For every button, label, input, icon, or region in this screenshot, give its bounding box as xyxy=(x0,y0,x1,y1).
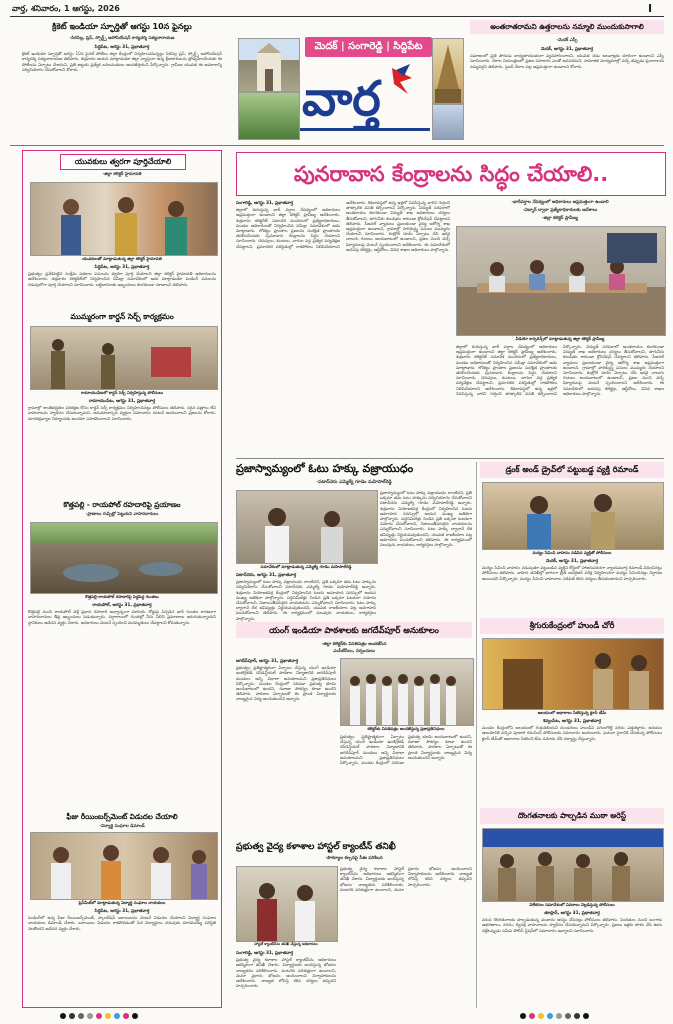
sp-headline: అంతరాతరామని ఉత్తరాలను నమ్మాలి ముందుకుసాగాలి xyxy=(490,22,644,31)
vote-photo xyxy=(236,490,378,564)
masthead-photo-tower xyxy=(432,104,464,140)
lead-sub2: -వెబ్నార్ ద్వారా ప్రత్యేకాధికారులకు ఆదేశాలు xyxy=(522,208,598,213)
fees-headline: ఫీజు రీయింబర్స్‌మెంట్ విడుదల చేయాలి xyxy=(66,812,178,821)
jagadevpur-sub1: -జిల్లా కలెక్టర్‌కు వినతిపత్రం అందజేసిన xyxy=(321,642,387,647)
hospital-headline: ప్రభుత్వ వైద్య కళాశాల హాస్టల్ క్యాంటీన్ తనిఖీ xyxy=(236,842,396,852)
temple-headline: శ్రీగురుకేంద్రంలో హుండీ చోరీ xyxy=(480,618,664,634)
meeting-room-icon xyxy=(457,227,665,335)
fees-photo-caption: ప్రెస్‌మీట్‌లో మాట్లాడుతున్న విద్యార్థి సంఘాల నాయకులు xyxy=(78,900,166,905)
jagadevpur-photo xyxy=(340,658,474,726)
youth-photo-caption: యువకులతో మాట్లాడుతున్న జిల్లా కలెక్టర్ హైమావతి xyxy=(82,256,162,261)
temple-body xyxy=(482,718,662,804)
vote-photo-caption: సమావేశంలో మాట్లాడుతున్న ఎమ్మెల్యే గూడెం మహిపాల్‌రెడ్డి xyxy=(260,564,352,569)
lead-photo xyxy=(456,226,666,336)
sp-sub: -మెదక్ ఎస్పీ xyxy=(556,38,578,43)
road-text: కొత్తపల్లి నుంచి రాయపోల్ వెళ్లే ప్రధాన రహదారి అధ్వాన్నంగా మారింది. రోడ్డుపై ఏర్పడిన భారీ గుంతల కారణంగా వాహనదారులు తీవ్ర ఇబ్బందులు పడుతున్నారు. వర్షాకాలంలో గుంతల్లో నీరు నిలిచి ప్రమాదాలు జరుగుతున్నాయని స్థానికులు ఆవేదన వ్యక్తం చేశారు. అధికారులు వెంటనే స్పందించి మరమ్మతులు చేపట్టాలని కోరుతున్నారు. xyxy=(28,609,216,625)
lead-sub1: -భారీవర్షాల నేపథ్యంలో అధికారులు అప్రమత్తంగా ఉండాలి xyxy=(511,200,609,205)
drunk-photo-caption: మద్యం సేవించి వాహనం నడిపిన వ్యక్తితో పోలీసులు xyxy=(532,550,612,555)
edition-label: మెదక్ | సంగారెడ్డి | సిద్దిపేట xyxy=(314,41,423,52)
temple-icon xyxy=(433,39,463,103)
hospital-body xyxy=(236,950,336,1008)
hospital-photo xyxy=(236,866,338,942)
hospital-body-right xyxy=(340,866,472,1008)
drunk-headline: డ్రంక్ అండ్ డ్రైవ్‌లో పట్టుబడ్డ వ్యక్తి రిమాండ్ xyxy=(480,462,664,478)
cordon-photo xyxy=(30,326,218,390)
cordon-photo-caption: రామాయంపేటలో కార్డన్ సెర్చ్ నిర్వహిస్తున్న పోలీసులు xyxy=(81,390,163,395)
youth-sub: -జిల్లా కలెక్టర్ హైమావతి xyxy=(102,172,142,177)
road-dateline: రాయపోల్, ఆగస్టు 31, ప్రభాతవార్త xyxy=(92,603,152,608)
temple-text: మండల కేంద్రంలోని ఆలయంలో గుర్తుతెలియని దుండగులు హుండీని పగులగొట్టి నగదు ఎత్తుకెళ్లారు. ఉదయం ఆలయానికి వచ్చిన పూజారి గమనించి పోలీసులకు సమాచారం అందించారు. ఘటనా స్థలానికి చేరుకున్న పోలీసులు క్లూస్ టీమ్‌తో ఆధారాలు సేకరించి కేసు నమోదు చేసి దర్యాప్తు చేస్తున్నారు. xyxy=(482,725,662,741)
hospital-sub: -సౌకర్యాల కల్పనపై సీఈ పరిశీలన xyxy=(325,856,383,861)
pothole-icon xyxy=(31,523,217,593)
jagadevpur-body-right xyxy=(340,734,472,838)
cricket-body xyxy=(22,44,222,144)
road-headline: కొత్తపల్లి - రాయపోల్ రహదారిపై ప్రయాణం xyxy=(63,500,181,509)
police-press-icon xyxy=(483,829,663,901)
hospital-dateline: సంగారెడ్డి, ఆగస్టు 31, ప్రభాతవార్త xyxy=(236,951,294,956)
lead-text: జిల్లాలో కురుస్తున్న భారీ వర్షాల నేపథ్యంలో అధికారులు అప్రమత్తంగా ఉండాలని జిల్లా కలెక్టర్ ప్రావీణ్య ఆదేశించారు. శుక్రవారం కలెక్టరేట్ సమావేశ మందిరంలో ప్రత్యేకాధికారులు, మండల అధికారులతో నిర్వహించిన సమీక్షా సమావేశంలో ఆమె మాట్లాడారు. లోతట్టు ప్రాంతాల ప్రజలను సురక్షిత ప్రాంతాలకు తరలించేందుకు పునరావాస కేంద్రాలను సిద్ధం చేయాలని సూచించారు. చెరువులు, కుంటలు, వాగుల వద్ద ప్రత్యేక పర్యవేక్షణ చేపట్టాలని, ప్రమాదకర పరిస్థితుల్లో రాకపోకలు నిలిపివేయాలని ఆదేశించారు. శిథిలావస్థలో ఉన్న ఇళ్లలో నివసిస్తున్న వారిని గుర్తించి తాత్కాలిక వసతి కల్పించాలని పేర్కొన్నారు. విద్యుత్ సరఫరాలో అంతరాయం కలగకుండా విద్యుత్ శాఖ అధికారులు చర్యలు తీసుకోవాలని, తాగునీరు కలుషితం కాకుండా క్లోరినేషన్ చేపట్టాలని తెలిపారు. సీజనల్ వ్యాధులు ప్రబలకుండా వైద్య ఆరోగ్య శాఖ అప్రమత్తంగా ఉండాలని, గ్రామాల్లో పారిశుద్ధ్య పనులు ముమ్మరం చేయాలని సూచించారు. కంట్రోల్ రూమ్ ఏర్పాటు చేసి ఇరవై నాలుగు గంటలు అందుబాటులో ఉండాలని, ప్రజల నుంచి వచ్చే ఫిర్యాదులపై వెంటనే స్పందించాలని ఆదేశించారు. ఈ సమావేశంలో అదనపు కలెక్టర్లు, ఆర్డీవోలు, వివిధ శాఖల అధికారులు పాల్గొన్నారు. xyxy=(236,200,450,252)
fees-sub: -విద్యార్థి సంఘాల డిమాండ్ xyxy=(99,824,145,829)
cordon-text: గ్రామాల్లో శాంతిభద్రతల పరిరక్షణ కోసం కార్డన్ సెర్చ్ కార్యక్రమం నిర్వహించినట్లు పోలీసులు తెలిపారు. సరైన పత్రాలు లేని వాహనాలను స్వాధీనం చేసుకున్నామని, అనుమానాస్పద వ్యక్తుల సమాచారం వెంటనే అందించాలని ప్రజలను కోరారు. మాదకద్రవ్యాల నిర్మూలనకు అందరూ సహకరించాలని సూచించారు. xyxy=(28,405,216,421)
fees-dateline: సిద్దిపేట, ఆగస్టు 31, ప్రభాతవార్త xyxy=(94,909,150,914)
road-sub: -ప్రాణాలు గుప్పిట్లో పెట్టుకుని వాహనదారులు xyxy=(85,512,159,517)
cordon-dateline: రామాయంపేట, ఆగస్టు 31, ప్రభాతవార్త xyxy=(88,399,156,404)
logo-text: వార్త xyxy=(302,71,381,127)
cricket-dateline: సిద్దిపేట, ఆగస్టు 31, ప్రభాతవార్త xyxy=(94,45,150,50)
masthead-photo-temple xyxy=(432,38,464,104)
fees-text: పెండింగ్‌లో ఉన్న ఫీజు రీయింబర్స్‌మెంట్, స్కాలర్‌షిప్ బకాయిలను వెంటనే విడుదల చేయాలని విద్యార్థి సంఘాల నాయకులు డిమాండ్ చేశారు. బకాయిలు విడుదల కాకపోవడంతో పేద విద్యార్థులు చదువుకు దూరమయ్యే పరిస్థితి నెలకొందని ఆవేదన వ్యక్తం చేశారు. xyxy=(28,915,216,931)
vote-body-left xyxy=(236,572,376,621)
fees-body xyxy=(28,908,216,1004)
thieves-text: వరుస దొంగతనాలకు పాల్పడుతున్న ముఠాను అరెస్టు చేసినట్లు పోలీసులు తెలిపారు. నిందితుల నుంచి బంగారు ఆభరణాలు, నగదు, ద్విచక్ర వాహనాలను స్వాధీనం చేసుకున్నామని పేర్కొన్నారు. ప్రజలు ఇళ్లకు తాళం వేసి ఊరు వెళ్లేటప్పుడు సమీప పోలీస్ స్టేషన్‌లో సమాచారం ఇవ్వాలని సూచించారు. xyxy=(482,917,662,933)
youth-headline: యువకులు త్వరగా పూర్తిచేయాలి xyxy=(60,154,186,170)
sp-text: సమాజంలో ప్రతి పౌరుడు బాధ్యతాయుతంగా వ్యవహరించాలని, యువత చెడు అలవాట్లకు దూరంగా ఉండాలని ఎస్పీ సూచించారు. నేరాల నియంత్రణలో ప్రజల సహకారం ఎంతో అవసరమని, సామాజిక మాధ్యమాల్లో వచ్చే తప్పుడు ప్రచారాలను నమ్మవద్దని తెలిపారు. సైబర్ నేరాల పట్ల అప్రమత్తంగా ఉండాలని కోరారు. xyxy=(470,53,664,69)
masthead-photo-park xyxy=(238,92,300,140)
road-photo-caption: కొత్తపల్లి-రాయపోల్ రహదారిపై పెద్దపెద్ద గుంతలు xyxy=(85,594,159,599)
sp-body xyxy=(470,46,664,142)
page-number: I xyxy=(648,2,653,15)
inspection-icon xyxy=(237,867,337,941)
vote-body-right xyxy=(380,490,472,616)
road-photo xyxy=(30,522,218,594)
jagadevpur-photo-caption: కలెక్టర్‌కు వినతిపత్రం అందజేస్తున్న ప్రజాప్రతినిధులు xyxy=(367,726,445,731)
thieves-body xyxy=(482,910,662,1008)
people-group-icon xyxy=(31,183,217,255)
youth-body xyxy=(28,264,216,308)
idol-icon xyxy=(483,639,663,709)
drunk-photo xyxy=(482,482,664,550)
lead-body xyxy=(236,200,450,452)
officer-icon xyxy=(483,483,663,549)
drunk-text: మద్యం సేవించి వాహనం నడుపుతూ పట్టుబడిన వ్యక్తిని కోర్టులో హాజరుపరచగా న్యాయమూర్తి రిమాండ్ విధించినట్లు పోలీసులు తెలిపారు. వాహన తనిఖీల్లో భాగంగా బ్రీత్ అనలైజర్ పరీక్ష నిర్వహించగా మద్యం సేవించినట్లు నిర్ధారణ అయిందని పేర్కొన్నారు. మద్యం సేవించి వాహనాలు నడిపితే కఠిన చర్యలు తీసుకుంటామని హెచ్చరించారు. xyxy=(482,565,662,581)
temple-dateline: శివ్వంపేట, ఆగస్టు 31, ప్రభాతవార్త xyxy=(542,719,602,724)
masthead-photo-church xyxy=(238,38,300,92)
police-icon xyxy=(31,327,217,389)
hospital-photo-caption: హాస్టల్ క్యాంటీన్‌ను తనిఖీ చేస్తున్న అధికారులు xyxy=(254,942,318,946)
cricket-text: క్రికెట్ ఇండియా స్ఫూర్తితో ఆగస్టు 10న ఫైనల్ పోటీలు జిల్లా కేంద్రంలో నిర్వహించనున్నట్లు సిరిసిల్ల ప్రెస్, స్పోర్ట్స్ అసోసియేషన్ కార్యదర్శి సత్యనారాయణ తెలిపారు. శుక్రవారం ఆయన మాట్లాడుతూ జిల్లా వ్యాప్తంగా ఉన్న క్రీడాకారులను ప్రోత్సహించేందుకు ఈ పోటీలను ఏర్పాటు చేశామని, ప్రతి జట్టుకు ప్రత్యేక బహుమతులు అందజేస్తామని పేర్కొన్నారు. గ్రామీణ యువత ఈ అవకాశాన్ని సద్వినియోగం చేసుకోవాలని కోరారు. xyxy=(22,51,222,72)
jagadevpur-dateline: జగదేవ్‌పూర్, ఆగస్టు 31, ప్రభాతవార్త xyxy=(236,659,299,664)
lead-text-cont: జిల్లాలో కురుస్తున్న భారీ వర్షాల నేపథ్యంలో అధికారులు అప్రమత్తంగా ఉండాలని జిల్లా కలెక్టర్ ప్రావీణ్య ఆదేశించారు. శుక్రవారం కలెక్టరేట్ సమావేశ మందిరంలో ప్రత్యేకాధికారులు, మండల అధికారులతో నిర్వహించిన సమీక్షా సమావేశంలో ఆమె మాట్లాడారు. లోతట్టు ప్రాంతాల ప్రజలను సురక్షిత ప్రాంతాలకు తరలించేందుకు పునరావాస కేంద్రాలను సిద్ధం చేయాలని సూచించారు. చెరువులు, కుంటలు, వాగుల వద్ద ప్రత్యేక పర్యవేక్షణ చేపట్టాలని, ప్రమాదకర పరిస్థితుల్లో రాకపోకలు నిలిపివేయాలని ఆదేశించారు. శిథిలావస్థలో ఉన్న ఇళ్లలో నివసిస్తున్న వారిని గుర్తించి తాత్కాలిక వసతి కల్పించాలని పేర్కొన్నారు. విద్యుత్ సరఫరాలో అంతరాయం కలగకుండా విద్యుత్ శాఖ అధికారులు చర్యలు తీసుకోవాలని, తాగునీరు కలుషితం కాకుండా క్లోరినేషన్ చేపట్టాలని తెలిపారు. సీజనల్ వ్యాధులు ప్రబలకుండా వైద్య ఆరోగ్య శాఖ అప్రమత్తంగా ఉండాలని, గ్రామాల్లో పారిశుద్ధ్య పనులు ముమ్మరం చేయాలని సూచించారు. కంట్రోల్ రూమ్ ఏర్పాటు చేసి ఇరవై నాలుగు గంటలు అందుబాటులో ఉండాలని, ప్రజల నుంచి వచ్చే ఫిర్యాదులపై వెంటనే స్పందించాలని ఆదేశించారు. ఈ సమావేశంలో అదనపు కలెక్టర్లు, ఆర్డీవోలు, వివిధ శాఖల అధికారులు పాల్గొన్నారు. xyxy=(456,344,664,396)
thieves-photo xyxy=(482,828,664,902)
jagadevpur-text-right: ప్రభుత్వం ప్రతిష్టాత్మకంగా ఏర్పాటు చేస్తున్న యంగ్ ఇండియా ఇంటిగ్రేటెడ్ రెసిడెన్షియల్ పాఠశాల నిర్మాణానికి జగదేవ్‌పూర్ మండలం అన్ని విధాలా అనుకూలమని ప్రజాప్రతినిధులు పేర్కొన్నారు. మండల కేంద్రంలో సరిపడా ప్రభుత్వ భూమి అందుబాటులో ఉందని, రవాణా సౌకర్యం కూడా ఉందని తెలిపారు. పాఠశాల ఏర్పాటుతో ఈ ప్రాంత విద్యార్థులకు నాణ్యమైన విద్య అందుతుందని అన్నారు. xyxy=(340,734,472,766)
lead-photo-caption: వీడియో కాన్ఫరెన్స్‌లో మాట్లాడుతున్న జిల్లా కలెక్టర్ ప్రావీణ్య xyxy=(515,336,605,341)
sp-headline-box xyxy=(470,20,664,34)
vote-sub: -పటాన్‌చెరు ఎమ్మెల్యే గూడెం మహిపాల్‌రెడ్డి xyxy=(316,480,392,485)
cordon-headline: ముమ్మరంగా కార్డన్ సెర్చ్ కార్యక్రమం xyxy=(70,312,174,321)
drunk-dateline: మెదక్, ఆగస్టు 31, ప్రభాతవార్త xyxy=(545,559,599,564)
lead-headline: పునరావాస కేంద్రాలను సిద్ధం చేయాలి.. xyxy=(236,152,666,196)
vote-text-left: ప్రజాస్వామ్యంలో ఓటు హక్కు వజ్రాయుధం లాంటిదని, ప్రతి ఒక్కరూ తమ ఓటు హక్కును సద్వినియోగం చేసుకోవాలని పటాన్‌చెరు ఎమ్మెల్యే గూడెం మహిపాల్‌రెడ్డి అన్నారు. శుక్రవారం నియోజకవర్గ కేంద్రంలో నిర్వహించిన ఓటరు అవగాహన సదస్సులో ఆయన ముఖ్య అతిథిగా పాల్గొన్నారు. పద్దెనిమిదేళ్లు నిండిన ప్రతి ఒక్కరూ ఓటరుగా నమోదు చేసుకోవాలని, నిజాయితీపరులైన నాయకులను ఎన్నుకోవాలని సూచించారు. ఓటు హక్కు ద్వారానే దేశ భవిష్యత్తు నిర్ణయమవుతుందని, యువత రాజకీయాల పట్ల అవగాహన పెంచుకోవాలని తెలిపారు. ఈ కార్యక్రమంలో పలువురు నాయకులు, కార్యకర్తలు పాల్గొన్నారు. xyxy=(236,579,376,621)
jagadevpur-body-left xyxy=(236,658,336,838)
hospital-text-right: ప్రభుత్వ వైద్య కళాశాల హాస్టల్ క్యాంటీన్‌ను అధికారులు ఆకస్మికంగా తనిఖీ చేశారు. విద్యార్థులకు అందిస్తున్న భోజనం నాణ్యతను పరిశీలించారు. వంటగది పరిశుభ్రంగా ఉంచాలని, మెనూ ప్రకారం భోజనం అందించాలని నిర్వాహకులను ఆదేశించారు. నాణ్యత లోపిస్తే కఠిన చర్యలు తప్పవని హెచ్చరించారు. xyxy=(340,866,472,892)
speaker-icon xyxy=(237,491,377,563)
road-body xyxy=(28,602,216,720)
jagadevpur-text-left: ప్రభుత్వం ప్రతిష్టాత్మకంగా ఏర్పాటు చేస్తున్న యంగ్ ఇండియా ఇంటిగ్రేటెడ్ రెసిడెన్షియల్ పాఠశాల నిర్మాణానికి జగదేవ్‌పూర్ మండలం అన్ని విధాలా అనుకూలమని ప్రజాప్రతినిధులు పేర్కొన్నారు. మండల కేంద్రంలో సరిపడా ప్రభుత్వ భూమి అందుబాటులో ఉందని, రవాణా సౌకర్యం కూడా ఉందని తెలిపారు. పాఠశాల ఏర్పాటుతో ఈ ప్రాంత విద్యార్థులకు నాణ్యమైన విద్య అందుతుందని అన్నారు. xyxy=(236,665,336,702)
jagadevpur-sub2: ఎంపీటీసీలు, సర్పంచులు xyxy=(333,649,375,654)
registration-marks-right xyxy=(520,1013,589,1019)
thieves-dateline: తూప్రాన్, ఆగస్టు 31, ప్రభాతవార్త xyxy=(544,911,600,916)
vaartha-logo xyxy=(300,60,430,140)
fees-photo xyxy=(30,832,218,900)
petition-group-icon xyxy=(341,659,473,725)
jagadevpur-headline: యంగ్ ఇండియా పాఠశాలకు జగదేవ్‌పూర్ అనుకూలం xyxy=(236,622,472,638)
drunk-body xyxy=(482,558,662,614)
youth-dateline: సిద్దిపేట, ఆగస్టు 31, ప్రభాతవార్త xyxy=(94,265,150,270)
edition-banner xyxy=(305,37,432,57)
cricket-headline: క్రికెట్ ఇండియా స్ఫూర్తితో ఆగస్టు 10న ఫైనల్లు xyxy=(52,22,192,31)
registration-marks-left xyxy=(60,1013,138,1019)
youth-photo xyxy=(30,182,218,256)
youth-text: ప్రభుత్వం ప్రవేశపెట్టిన సంక్షేమ పథకాల పనులను త్వరగా పూర్తి చేయాలని జిల్లా కలెక్టర్ హైమావతి అధికారులను ఆదేశించారు. శుక్రవారం కలెక్టరేట్‌లో నిర్వహించిన సమీక్షా సమావేశంలో ఆమె మాట్లాడుతూ పెండింగ్ పనులను గడువులోగా పూర్తి చేయాలని సూచించారు. లబ్ధిదారులకు ఇబ్బందులు కలగకుండా చూడాలని తెలిపారు. xyxy=(28,271,216,287)
lead-sub3: -జిల్లా కలెక్టర్ ప్రావీణ్య xyxy=(541,216,579,221)
cordon-body xyxy=(28,398,216,496)
lead-dateline: సంగారెడ్డి, ఆగస్టు 31, ప్రభాతవార్త xyxy=(236,201,294,206)
sp-dateline: మెదక్, ఆగస్టు 31, ప్రభాతవార్త xyxy=(540,47,594,52)
lead-body-cont xyxy=(456,344,664,452)
press-meet-icon xyxy=(31,833,217,899)
vote-headline: ప్రజాస్వామ్యంలో ఓటు హక్కు వజ్రాయుధం xyxy=(236,462,414,475)
thieves-photo-caption: విలేకరుల సమావేశంలో వివరాలు వెల్లడిస్తున్న పోలీసులు xyxy=(529,902,615,907)
top-dateline: వార్త, శనివారం, 1 ఆగస్టు, 2026 xyxy=(12,4,120,13)
church-icon xyxy=(239,39,299,91)
cricket-sub: -సిరిసిల్ల, ప్రెస్, స్పోర్ట్స్ అసోసియేషన్ కార్యదర్శి సత్యనారాయణ xyxy=(69,36,175,41)
temple-photo xyxy=(482,638,664,710)
vote-dateline: పటాన్‌చెరు, ఆగస్టు 31, ప్రభాతవార్త xyxy=(236,573,297,578)
temple-photo-caption: ఆలయంలో ఆధారాలు సేకరిస్తున్న క్లూస్ టీమ్ xyxy=(537,710,607,715)
thieves-headline: దొంగతనాలకు పాల్పడిన ముఠా అరెస్ట్ xyxy=(480,808,664,824)
hospital-text: ప్రభుత్వ వైద్య కళాశాల హాస్టల్ క్యాంటీన్‌ను అధికారులు ఆకస్మికంగా తనిఖీ చేశారు. విద్యార్థులకు అందిస్తున్న భోజనం నాణ్యతను పరిశీలించారు. వంటగది పరిశుభ్రంగా ఉంచాలని, మెనూ ప్రకారం భోజనం అందించాలని నిర్వాహకులను ఆదేశించారు. నాణ్యత లోపిస్తే కఠిన చర్యలు తప్పవని హెచ్చరించారు. xyxy=(236,957,336,989)
vote-text-right: ప్రజాస్వామ్యంలో ఓటు హక్కు వజ్రాయుధం లాంటిదని, ప్రతి ఒక్కరూ తమ ఓటు హక్కును సద్వినియోగం చేసుకోవాలని పటాన్‌చెరు ఎమ్మెల్యే గూడెం మహిపాల్‌రెడ్డి అన్నారు. శుక్రవారం నియోజకవర్గ కేంద్రంలో నిర్వహించిన ఓటరు అవగాహన సదస్సులో ఆయన ముఖ్య అతిథిగా పాల్గొన్నారు. పద్దెనిమిదేళ్లు నిండిన ప్రతి ఒక్కరూ ఓటరుగా నమోదు చేసుకోవాలని, నిజాయితీపరులైన నాయకులను ఎన్నుకోవాలని సూచించారు. ఓటు హక్కు ద్వారానే దేశ భవిష్యత్తు నిర్ణయమవుతుందని, యువత రాజకీయాల పట్ల అవగాహన పెంచుకోవాలని తెలిపారు. ఈ కార్యక్రమంలో పలువురు నాయకులు, కార్యకర్తలు పాల్గొన్నారు. xyxy=(380,490,472,548)
